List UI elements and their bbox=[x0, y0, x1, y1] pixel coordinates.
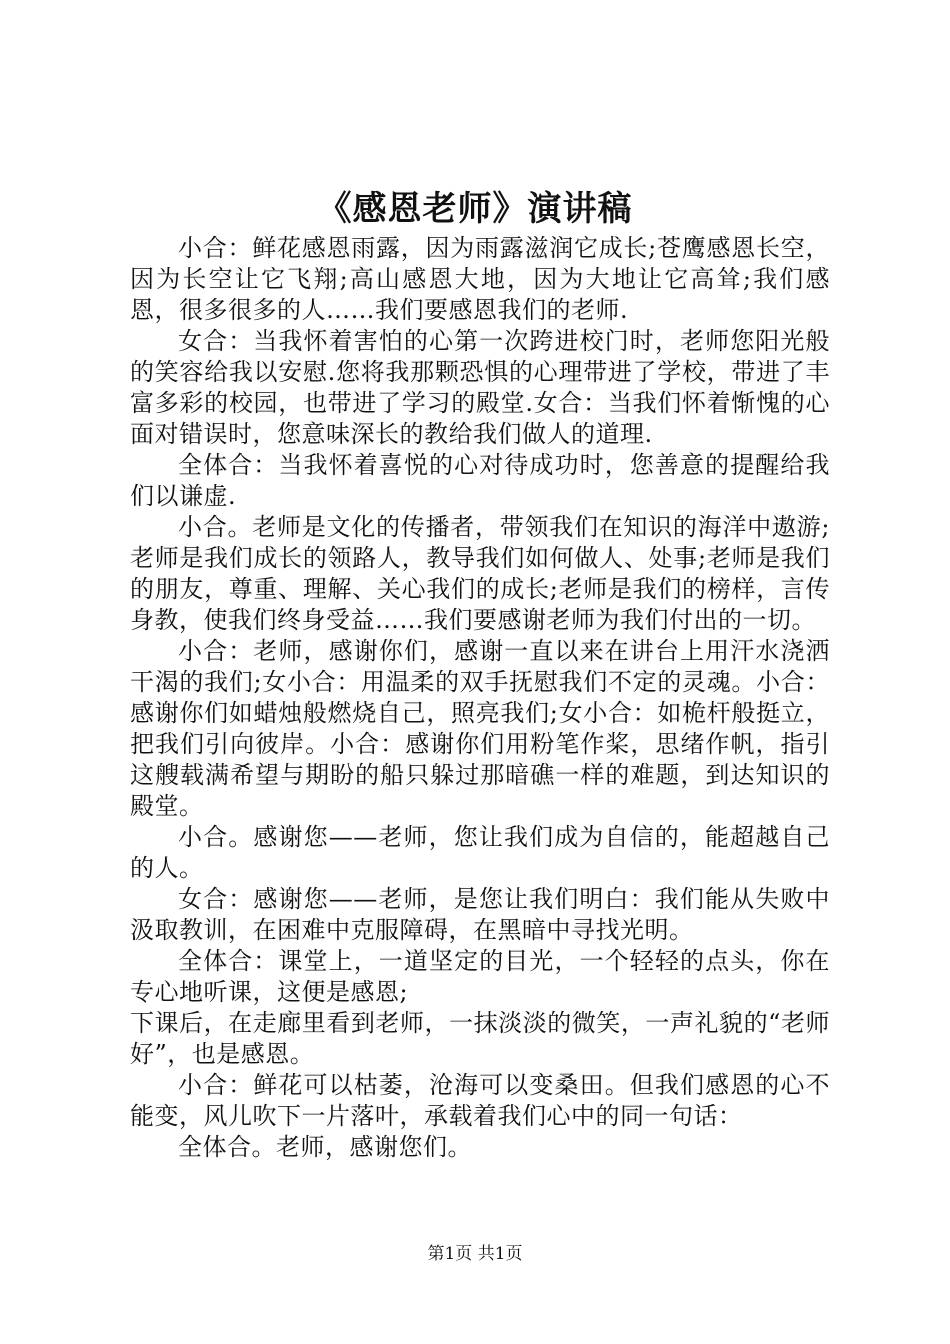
paragraph: 女合：感谢您——老师，是您让我们明白：我们能从失败中汲取教训，在困难中克服障碍，在黑暗中寻找光明。 bbox=[130, 885, 830, 944]
paragraph: 下课后，在走廊里看到老师，一抹淡淡的微笑，一声礼貌的“老师好”，也是感恩。 bbox=[130, 1009, 830, 1068]
paragraph: 全体合：课堂上，一道坚定的目光，一个轻轻的点头，你在专心地听课，这便是感恩; bbox=[130, 947, 830, 1006]
paragraph: 全体合。老师，感谢您们。 bbox=[178, 1133, 472, 1161]
paragraph: 小合：鲜花感恩雨露，因为雨露滋润它成长;苍鹰感恩长空，因为长空让它飞翔;高山感恩大地，因为大地让它高耸;我们感恩，很多很多的人……我们要感恩我们的老师. bbox=[130, 234, 830, 324]
document-title: 《感恩老师》演讲稿 bbox=[317, 189, 633, 229]
paragraph: 小合。老师是文化的传播者，带领我们在知识的海洋中遨游;老师是我们成长的领路人，教导我们如何做人、处事;老师是我们的朋友，尊重、理解、关心我们的成长;老师是我们的榜样，言传身教，使我们终身受益……我们要感谢老师为我们付出的一切。 bbox=[130, 513, 830, 634]
paragraph: 女合：当我怀着害怕的心第一次跨进校门时，老师您阳光般的笑容给我以安慰.您将我那颗恐惧的心理带进了学校，带进了丰富多彩的校园，也带进了学习的殿堂.女合：当我们怀着惭愧的心面对错误时，您意味深长的教给我们做人的道理. bbox=[130, 327, 830, 448]
paragraph: 小合：鲜花可以枯萎，沧海可以变桑田。但我们感恩的心不能变，风儿吹下一片落叶，承载着我们心中的同一句话： bbox=[130, 1071, 830, 1130]
document-body bbox=[130, 233, 830, 1163]
page-footer: 第1页 共1页 bbox=[427, 1244, 523, 1264]
paragraph: 全体合：当我怀着喜悦的心对待成功时，您善意的提醒给我们以谦虚. bbox=[130, 451, 830, 510]
paragraph: 小合。感谢您——老师，您让我们成为自信的，能超越自己的人。 bbox=[130, 823, 830, 882]
paragraph: 小合：老师，感谢你们，感谢一直以来在讲台上用汗水浇洒干渴的我们;女小合：用温柔的双手抚慰我们不定的灵魂。小合：感谢你们如蜡烛般燃烧自己，照亮我们;女小合：如桅杆般挺立，把我们引向彼岸。小合：感谢你们用粉笔作桨，思绪作帆，指引这艘载满希望与期盼的船只躲过那暗礁一样的难题，到达知识的殿堂。 bbox=[130, 637, 830, 820]
